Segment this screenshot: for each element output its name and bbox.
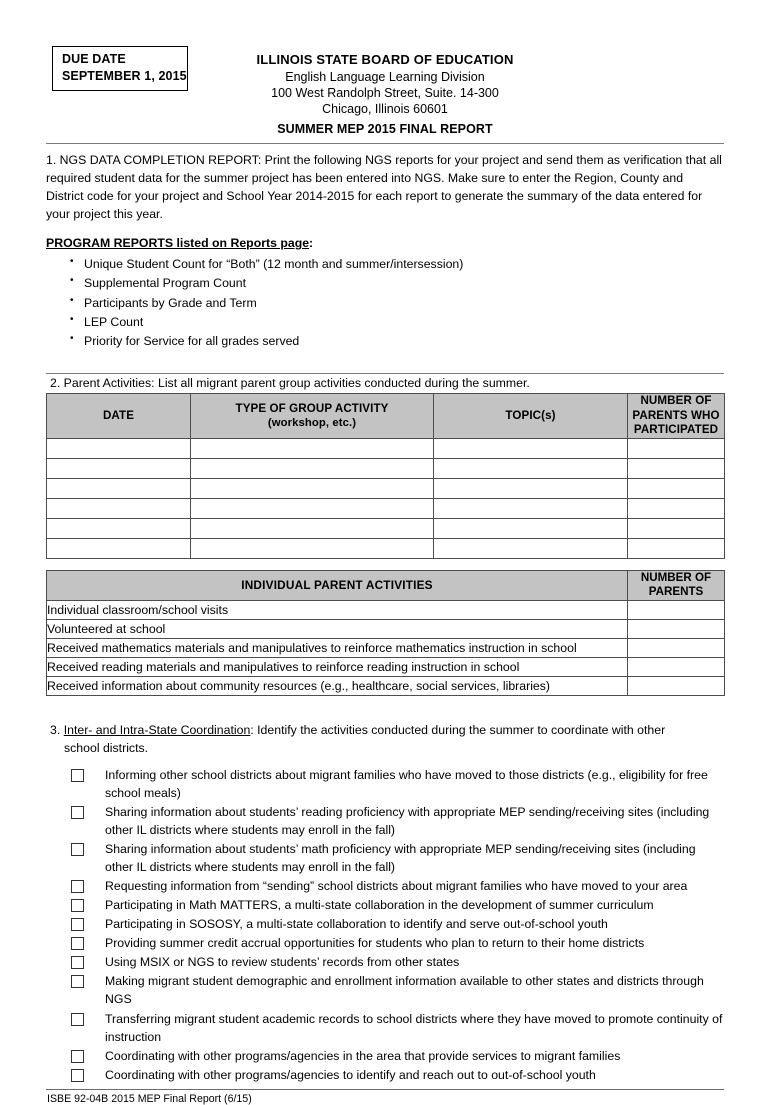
checklist-item-label: Transferring migrant student academic records to school districts where they have moved to promote continuity of instruction [105, 1011, 723, 1044]
coordination-checklist [46, 766, 724, 1084]
table-row[interactable] [47, 657, 725, 676]
column-header-topics [434, 394, 628, 438]
checklist-item-label: Using MSIX or NGS to review students’ records from other states [105, 955, 460, 970]
list-item[interactable] [71, 915, 724, 933]
cell-date[interactable] [47, 458, 191, 478]
due-date-value: SEPTEMBER 1, 2015 [62, 68, 187, 83]
cell-activity-type[interactable] [191, 498, 434, 518]
cell-activity-type[interactable] [191, 438, 434, 458]
section-3 [46, 721, 724, 1084]
list-item: • Priority for Service for all grades served [70, 332, 724, 351]
table-row[interactable] [47, 458, 725, 478]
checkbox-icon[interactable] [71, 806, 84, 819]
checklist-item-label: Making migrant student demographic and enrollment information available to other states and districts through NGS [105, 974, 704, 1007]
agency-city-state-zip: Chicago, Illinois 60601 [322, 102, 448, 117]
section-2-caption: 2. Parent Activities: List all migrant parent group activities conducted during the summer. [50, 376, 530, 391]
checklist-item-label: Coordinating with other programs/agencies in the area that provide services to migrant families [105, 1048, 621, 1063]
list-item[interactable] [71, 877, 724, 895]
due-date-label: DUE DATE [62, 52, 126, 66]
activity-count[interactable] [628, 676, 725, 695]
checkbox-icon[interactable] [71, 918, 84, 931]
table-row[interactable] [47, 498, 725, 518]
footer-text: ISBE 92-04B 2015 MEP Final Report (6/15) [47, 1092, 252, 1105]
checklist-item-label: Informing other school districts about migrant families who have moved to those districts (e.g., eligibility for free school meals) [105, 767, 708, 800]
program-reports-colon: : [309, 236, 314, 251]
section-3-title: Inter- and Intra-State Coordination [63, 722, 251, 737]
column-header-parent-count-label: NUMBER OF PARENTS WHO PARTICIPATED [632, 394, 720, 437]
table-row[interactable] [47, 538, 725, 558]
column-header-activity-type-label: TYPE OF GROUP ACTIVITY [235, 401, 389, 415]
agency-address: 100 West Randolph Street, Suite. 14-300 [271, 86, 499, 101]
cell-activity-type[interactable] [191, 458, 434, 478]
document-header [46, 0, 724, 117]
list-item[interactable] [71, 934, 724, 952]
list-item[interactable] [71, 766, 724, 802]
column-header-number-of-parents: NUMBER OF PARENTS [628, 570, 725, 600]
section-1-body: 1. NGS DATA COMPLETION REPORT: Print the following NGS reports for your project and send them as verification that all required student data for the summer project has been entered into NGS. Make sure to enter the Region, County and District code for your project and School Year 2014-2015 for each report to generate the summary of the data entered for your project this year. [46, 153, 722, 222]
program-reports-heading [46, 234, 724, 252]
activity-label: Received information about community resources (e.g., healthcare, social services, libraries) [47, 676, 628, 695]
table-row[interactable] [47, 478, 725, 498]
section-3-number: 3. [50, 722, 61, 737]
individual-parent-activities-body [47, 600, 725, 695]
cell-participants[interactable] [628, 538, 725, 558]
activity-count[interactable] [628, 619, 725, 638]
cell-date[interactable] [47, 498, 191, 518]
section-1 [46, 151, 724, 351]
cell-participants[interactable] [628, 518, 725, 538]
table-row[interactable] [47, 518, 725, 538]
cell-participants[interactable] [628, 498, 725, 518]
title-divider [46, 143, 724, 144]
list-item: • LEP Count [70, 313, 724, 332]
activity-count[interactable] [628, 657, 725, 676]
cell-topic[interactable] [434, 498, 628, 518]
individual-parent-activities-section [46, 570, 724, 696]
list-item: • Unique Student Count for “Both” (12 month and summer/intersession) [70, 255, 724, 274]
checklist-item-label: Sharing information about students’ math proficiency with appropriate MEP sending/receiving sites (including other IL districts where students may enroll in the fall) [105, 841, 696, 875]
table-row[interactable] [47, 619, 725, 638]
section-3-intro-rest: : Identify the activities conducted during the summer to coordinate with other [250, 722, 666, 737]
checklist-item-label: Sharing information about students’ reading proficiency with appropriate MEP sending/receiving sites (including other IL districts where students may enroll in the fall) [105, 804, 710, 837]
list-item[interactable] [71, 896, 724, 914]
due-date-box [52, 46, 188, 91]
activity-label: Received reading materials and manipulatives to reinforce reading instruction in school [47, 657, 628, 676]
cell-activity-type[interactable] [191, 538, 434, 558]
section-3-intro [46, 721, 724, 757]
checkbox-icon[interactable] [71, 769, 84, 782]
list-item: • Supplemental Program Count [70, 274, 724, 293]
column-header-topics-label: TOPIC(s) [505, 408, 556, 422]
agency-name: ILLINOIS STATE BOARD OF EDUCATION [256, 52, 514, 67]
column-header-activity-type [191, 394, 434, 438]
cell-topic[interactable] [434, 518, 628, 538]
table-row[interactable] [47, 438, 725, 458]
checklist-item-label: Coordinating with other programs/agencies to identify and reach out to out-of-school youth [105, 1067, 596, 1082]
cell-date[interactable] [47, 438, 191, 458]
checkbox-icon[interactable] [71, 1069, 84, 1082]
checklist-item-label: Participating in SOSOSY, a multi-state collaboration to identify and serve out-of-school youth [105, 917, 608, 932]
cell-topic[interactable] [434, 458, 628, 478]
list-item[interactable] [71, 803, 724, 839]
individual-parent-activities-table [46, 570, 725, 696]
checklist-item-label: Participating in Math MATTERS, a multi-state collaboration in the development of summer curriculum [105, 898, 654, 913]
activity-count[interactable] [628, 638, 725, 657]
cell-participants[interactable] [628, 458, 725, 478]
table-row[interactable] [47, 600, 725, 619]
list-item[interactable] [71, 840, 724, 876]
cell-activity-type[interactable] [191, 478, 434, 498]
checklist-item-label: Requesting information from “sending” school districts about migrant families who have moved to your area [105, 879, 688, 894]
checkbox-icon[interactable] [71, 843, 84, 856]
cell-topic[interactable] [434, 478, 628, 498]
checkbox-icon[interactable] [71, 975, 84, 988]
column-header-date-label: DATE [102, 408, 135, 422]
list-item[interactable] [71, 1010, 724, 1046]
table-row[interactable] [47, 676, 725, 695]
checkbox-icon[interactable] [71, 899, 84, 912]
column-header-activity-type-sub: (workshop, etc.) [267, 417, 357, 430]
list-item[interactable] [71, 1066, 724, 1084]
section-2 [46, 373, 724, 558]
table-header-row [47, 394, 725, 438]
column-header-individual-activities: INDIVIDUAL PARENT ACTIVITIES [47, 570, 628, 600]
page-title: SUMMER MEP 2015 FINAL REPORT [277, 122, 493, 136]
program-reports-list [46, 255, 724, 351]
cell-date[interactable] [47, 538, 191, 558]
checkbox-icon[interactable] [71, 956, 84, 969]
activity-count[interactable] [628, 600, 725, 619]
list-item[interactable] [71, 972, 724, 1008]
table-row[interactable] [47, 638, 725, 657]
cell-date[interactable] [47, 478, 191, 498]
table-header-row [47, 570, 725, 600]
agency-division: English Language Learning Division [285, 69, 485, 84]
activity-label: Individual classroom/school visits [47, 600, 628, 619]
section-3-intro-line2: school districts. [64, 740, 149, 755]
list-item[interactable] [71, 1047, 724, 1065]
checkbox-icon[interactable] [71, 937, 84, 950]
checkbox-icon[interactable] [71, 1050, 84, 1063]
activity-label: Volunteered at school [47, 619, 628, 638]
activity-label: Received mathematics materials and manipulatives to reinforce mathematics instruction in school [47, 638, 628, 657]
parent-activities-body [47, 438, 725, 558]
program-reports-heading-text: PROGRAM REPORTS listed on Reports page [46, 236, 310, 251]
cell-topic[interactable] [434, 438, 628, 458]
parent-activities-table [46, 393, 725, 558]
list-item: • Participants by Grade and Term [70, 294, 724, 313]
checklist-item-label: Providing summer credit accrual opportunities for students who plan to return to their home districts [105, 936, 645, 951]
cell-participants[interactable] [628, 478, 725, 498]
column-header-parent-count [628, 394, 725, 438]
column-header-date [47, 394, 191, 438]
checkbox-icon[interactable] [71, 880, 84, 893]
cell-participants[interactable] [628, 438, 725, 458]
list-item[interactable] [71, 953, 724, 971]
cell-date[interactable] [47, 518, 191, 538]
cell-topic[interactable] [434, 538, 628, 558]
cell-activity-type[interactable] [191, 518, 434, 538]
